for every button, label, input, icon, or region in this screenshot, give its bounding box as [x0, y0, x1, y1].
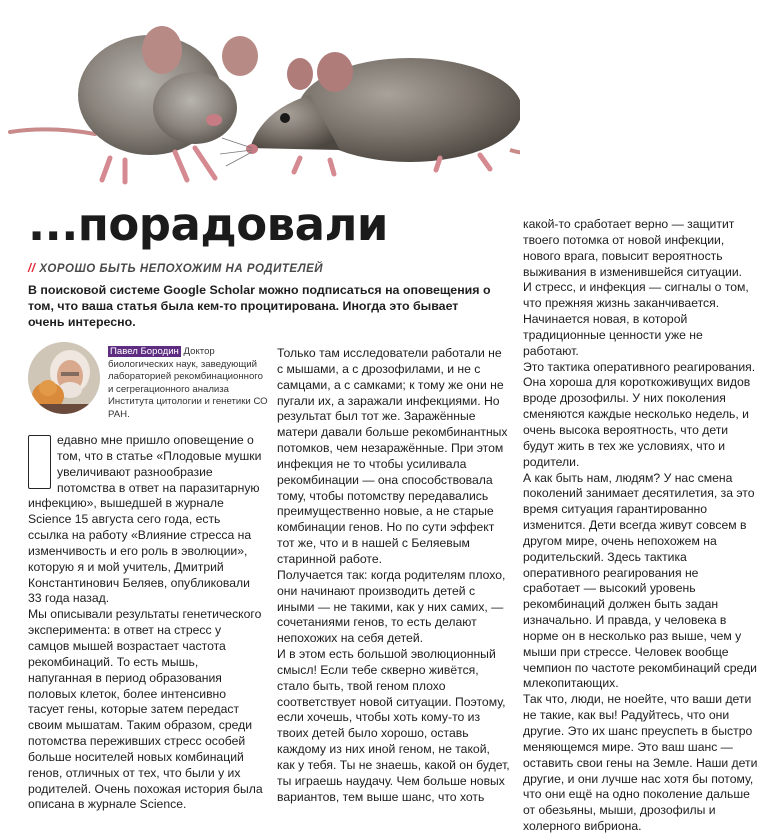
paragraph: Мы описывали результаты генетического эксперимента: в ответ на стресс у самцов мышей возрастает частота рекомбинаций. То есть мышь, напуганная в период образования половых клеток, более интенсивно тасует гены, которые затем передаст своим мышатам. Таким образом, среди потомства переживших стресс особей больше носителей новых комбинаций генов, отличных от тех, что были у их родителей. Очень похожая история была описана в журнале Science.	[28, 607, 263, 812]
paragraph: Получается так: когда родителям плохо, они начинают производить детей с иными — не такими, как у них самих, — сочетаниями генов, то есть делают непохожих на себя детей.	[277, 567, 506, 646]
author-photo	[28, 342, 100, 414]
paragraph: Так что, люди, не ноейте, что ваши дети не такие, как вы! Радуйтесь, что они другие. Это их шанс преуспеть в быстро меняющемся мире. Это ваш шанс — оставить свои гены на Земле. Наши дети другие, и они лучше нас хотя бы потому, что они ещё на одно поколение дальше от обезьяны, мыши, дрозофилы и холерного вибриона.	[523, 692, 758, 834]
article-column-2	[277, 346, 510, 805]
author-card	[28, 342, 270, 422]
drop-cap-frame	[28, 435, 51, 489]
headline: ...порадовали	[28, 198, 388, 251]
author-credentials: Доктор биологических наук, заведующий лабораторией рекомбинационного и сегрегационного анализа Института цитологии и генетики СО РАН.	[108, 346, 268, 420]
paragraph	[28, 433, 263, 607]
paragraph: А как быть нам, людям? У нас смена поколений занимает десятилетия, за это время ситуация гарантированно изменится. Дети всегда живут совсем в другом мире, очень непохожем на родительский. Здесь тактика оперативного реагирования не сработает — высокий уровень рекомбинаций должен быть задан изначально. И правда, у человека в норме он в несколько раз выше, чем у мыши при стрессе. Человек вообще чемпион по частоте рекомбинаций среди млекопитающих.	[523, 470, 757, 691]
rubric	[28, 263, 323, 275]
rubric-text: ХОРОШО БЫТЬ НЕПОХОЖИМ НА РОДИТЕЛЕЙ	[39, 263, 324, 275]
author-bio	[108, 346, 270, 422]
article-column-3	[523, 217, 759, 835]
article-column-1	[28, 433, 263, 813]
paragraph: какой-то сработает верно — защитит твоего потомка от новой инфекции, нового врага, повысит вероятность выживания в изменившейся ситуации.	[523, 217, 743, 279]
rubric-marker: //	[28, 263, 36, 275]
paragraph-text: едавно мне пришло оповещение о том, что в статье «Плодовые мушки увеличивают разнообразие потомства в ответ на паразитарную инфекцию», вышедшей в журнале Science 15 августа сего года, есть ссылка на работу «Влияние стресса на изменчивость и его роль в эволюции», которую я и мой учитель, Дмитрий Константинович Беляев, опубликовали 33 года назад.	[28, 433, 262, 606]
paragraph: Только там исследователи работали не с мышами, а с дрозофилами, и не с самцами, а с самками; к тому же они не пугали их, а заражали инфекциями. Но результат был тот же. Заражённые матери давали больше рекомбинантных потомков, чем незаражённые. При этом инфекция не то чтобы усиливала рекомбинации — она способствовала тому, чтобы потомству передавались преимущественно новые, а не старые комбинации генов. Но по сути эффект тот же, что и в нашей с Беляевым старинной работе.	[277, 346, 508, 566]
lead-paragraph: В поисковой системе Google Scholar можно подписаться на оповещения о том, что ваша статья была кем-то процитирована. Иногда это бывает очень интересно.	[28, 283, 491, 329]
paragraph: И в этом есть большой эволюционный смысл! Если тебе скверно живётся, стало быть, твой геном плохо соответствует новой ситуации. Поэтому, если хочешь, чтобы хоть кому-то из твоих детей было хорошо, оставь каждому из них иной геном, не такой, как у тебя. Ты не знаешь, какой он будет, ты играешь наудачу. Чем больше новых вариантов, тем выше шанс, что хоть	[277, 647, 510, 804]
author-name: Павел Бородин	[110, 346, 179, 357]
paragraph: И стресс, и инфекция — сигналы о том, что прежняя жизнь заканчивается. Начинается новая, в которой традиционные ценности уже не работают.	[523, 280, 749, 358]
paragraph: Это тактика оперативного реагирования. Она хороша для короткоживущих видов вроде дрозофилы. У них поколения сменяются каждые несколько недель, и очень высока вероятность, что дети будут жить в тех же условиях, что и родители.	[523, 359, 756, 469]
mice-photo	[0, 0, 520, 195]
